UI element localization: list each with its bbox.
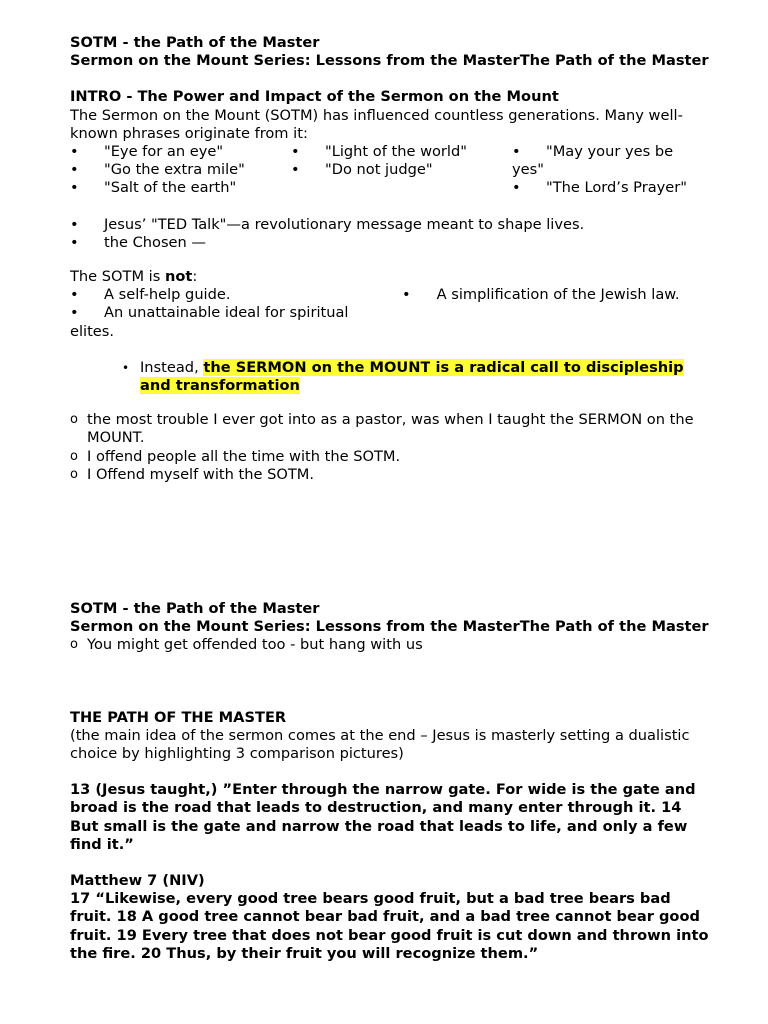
phrases-column-1: • "Eye for an eye" • "Go the extra mile" • "Salt of the earth" [70,143,245,197]
section-heading: THE PATH OF THE MASTER [70,708,287,726]
series-title: Sermon on the Mount Series: Lessons from the MasterThe Path of the Master [70,618,709,636]
list-item: "Eye for an eye" [104,143,224,161]
list-item: "Go the extra mile" [104,161,245,179]
phrases-list [70,143,710,198]
phrases-column-3: • "May your yes be yes" • "The Lord’s Prayer" [512,143,687,197]
list-item-continuation: yes" [512,161,544,179]
instead-statement: • Instead, the SERMON on the MOUNT is a radical call to discipleship and transformation [122,358,684,394]
list-item: o You might get offended too - but hang with us [70,636,423,654]
list-item: "Salt of the earth" [104,179,237,197]
phrases-column-2: • "Light of the world" • "Do not judge" [291,143,467,179]
list-item: An unattainable ideal for spiritual [104,304,349,322]
list-item: o the most trouble I ever got into as a pastor, was when I taught the SERMON on the MOUNT. [70,411,694,447]
highlight: is a radical call to discipleship and transformation [140,358,684,394]
list-item: • A simplification of the Jewish law. [402,286,680,304]
list-item: o I Offend myself with the SOTM. [70,465,314,483]
scripture-passage: 17 “Likewise, every good tree bears good fruit, but a bad tree bears bad fruit. 18 A good tree cannot bear bad fruit, and a bad tree cannot bear good fruit. 19 Every tree that does not bear good fruit is cut down and thrown into the fire. 20 Thus, by their fruit you will recognize them.” [70,890,709,962]
scripture-reference: Matthew 7 (NIV) [70,872,205,890]
list-item: "May your yes be [546,143,674,161]
scripture-passage: 13 (Jesus taught,) ”Enter through the narrow gate. For wide is the gate and broad is the road that leads to destruction, and many enter through it. 14 But small is the gate and narrow the road that leads to life, and only a few find it.” [70,781,696,853]
not-statement: The SOTM is not: [70,267,198,285]
list-item-continuation: elites. [70,322,115,340]
not-list: • A self-help guide. • An unattainable ideal for spiritual • A simplification of the Jewish law. [70,286,680,322]
list-item: "Do not judge" [325,161,433,179]
doc-title: SOTM - the Path of the Master [70,600,320,617]
bullet-item: • the Chosen — [70,233,207,251]
o-list [70,411,710,484]
list-item: o I offend people all the time with the SOTM. [70,447,401,465]
series-title: Sermon on the Mount Series: Lessons from the MasterThe Path of the Master [70,52,709,70]
bullet-item: • Jesus’ "TED Talk"—a revolutionary message meant to shape lives. [70,215,585,233]
doc-title: SOTM - the Path of the Master [70,34,320,51]
section-note: (the main idea of the sermon comes at the end – Jesus is masterly setting a dualistic choice by highlighting 3 comparison pictures) [70,726,690,763]
intro-text: The Sermon on the Mount (SOTM) has influenced countless generations. Many well-known phrases originate from it: [70,106,683,142]
list-item: "Light of the world" [325,143,467,161]
list-item: "The Lord’s Prayer" [546,179,687,197]
document-page [70,34,710,963]
highlight: the SERMON on the MOUNT [203,358,431,376]
intro-heading: INTRO - The Power and Impact of the Sermon on the Mount [70,88,559,106]
list-item: A self-help guide. [104,286,231,304]
o-list [70,636,710,654]
